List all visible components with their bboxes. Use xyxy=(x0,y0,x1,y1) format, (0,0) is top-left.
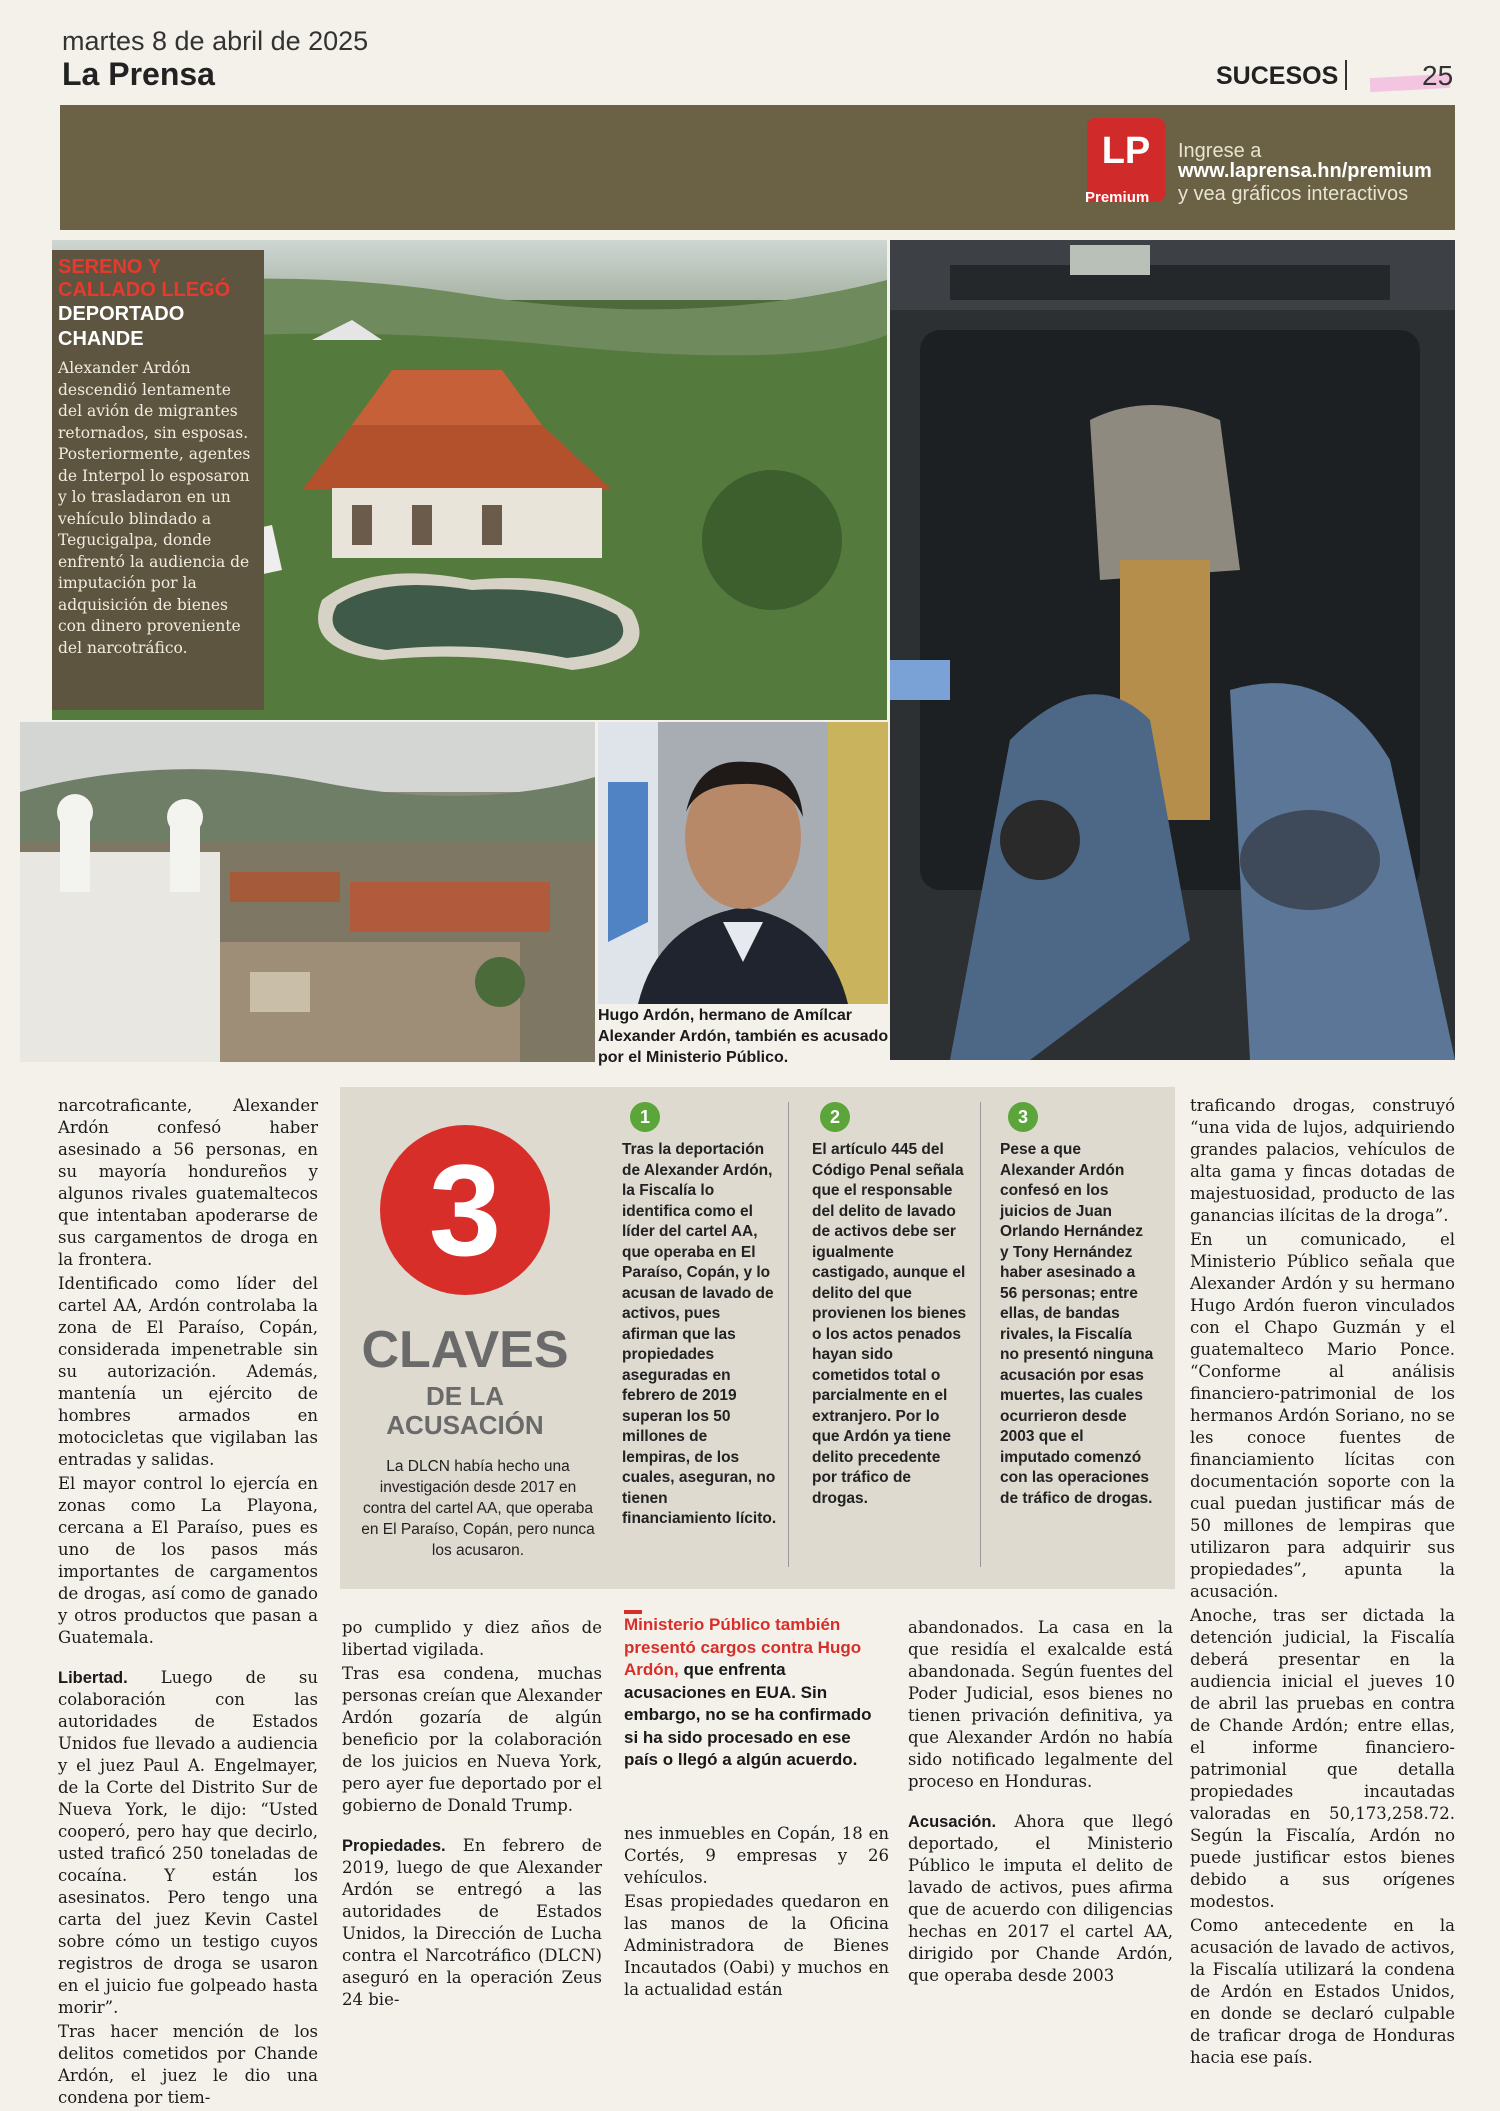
paragraph: Identificado como líder del cartel AA, Ardón controlaba la zona de El Paraíso, Copán, considerada impenetrable sin su autorización. Además, mantenía un ejército de hombres armados en motocicletas que vigilaban las entradas y salidas. xyxy=(58,1274,318,1469)
promo-line-1: Ingrese a xyxy=(1178,140,1262,162)
sidebar-kicker-1: SERENO Y xyxy=(58,256,161,278)
arrest-photo xyxy=(890,240,1455,1060)
claves-intro: La DLCN había hecho una investigación desde 2017 en contra del cartel AA, que operaba en El Paraíso, Copán, pero nunca los acusaron. xyxy=(361,1458,595,1559)
town-aerial-photo xyxy=(20,722,595,1062)
pullquote-red: Ministerio Público también presentó cargos contra Hugo Ardón, xyxy=(624,1615,862,1679)
clave-item-3 xyxy=(1000,1102,1155,1509)
paragraph: Tras esa condena, muchas personas creían que Alexander Ardón gozaría de algún beneficio por la colaboración de los juicios en Nueva York, pero ayer fue deportado por el gobierno de Donald Trump. xyxy=(342,1664,602,1815)
photo-caption xyxy=(598,1005,894,1068)
paragraph: Anoche, tras ser dictada la detención judicial, la Fiscalía deberá presentar en la audiencia inicial el jueves 10 de abril las pruebas en contra de Chande Ardón; entre ellas, el informe financiero-patrimonial que detalla propiedades incautadas valoradas en 50,173,258.72. Según la Fiscalía, Ardón no puede justificar estos bienes debido a sus orígenes modestos. xyxy=(1190,1606,1455,1911)
publication-date: martes 8 de abril de 2025 xyxy=(62,26,369,56)
clave-item-1 xyxy=(622,1102,777,1530)
clave-number-badge: 2 xyxy=(820,1102,850,1132)
paragraph: Esas propiedades quedaron en las manos de la Oficina Administradora de Bienes Incautados (Oabi) y muchos en la actualidad están xyxy=(624,1892,889,1999)
paragraph: En un comunicado, el Ministerio Público señala que Alexander Ardón y su hermano Hugo Ardón fueron vinculados con el Chapo Guzmán y el guatemalteco Mario Ponce. “Conforme al análisis financiero-patrimonial de los hermanos Ardón Soriano, no se les conoce fuentes de financiamiento lícitas con documentación soporte con la cual puedan justificar más de 50 millones de lempiras que utilizaron para adquirir sus propiedades”, apunta la acusación. xyxy=(1190,1230,1455,1601)
sidebar-text: Alexander Ardón descendió lentamente del avión de migrantes retornados, sin esposas. Posteriormente, agentes de Interpol lo esposaron y lo trasladaron en un vehículo blindado a Tegucigalpa, donde enfrentó la audiencia de imputación por la adquisición de bienes con dinero proveniente del narcotráfico. xyxy=(58,359,251,657)
sidebar-kicker-2: CALLADO LLEGÓ xyxy=(58,279,231,301)
paragraph-text: Luego de su colaboración con las autoridades de Estados Unidos fue llevado a audiencia y el juez Paul A. Engelmayer, de la Corte del Distrito Sur de Nueva York, le dijo: “Usted cooperó, pero hay que decirlo, usted traficó 250 toneladas de cocaína. Y están los asesinatos. Pero tengo una carta del juez Kevin Castel sobre cómo un testigo cuyos registros de droga se usaron en el juicio fue golpeado hasta morir”. xyxy=(58,1668,318,2017)
sidebar-title xyxy=(58,302,258,352)
paragraph: po cumplido y diez años de libertad vigilada. xyxy=(342,1618,602,1659)
paragraph: traficando drogas, construyó “una vida de lujos, adquiriendo grandes palacios, vehículos de alta gama y fincas dotadas de majestuosidad, producto de las ganancias ilícitas de la droga”. xyxy=(1190,1096,1455,1225)
paragraph: nes inmuebles en Copán, 18 en Cortés, 9 empresas y 26 vehículos. xyxy=(624,1824,889,1887)
claves-subtitle-2: ACUSACIÓN xyxy=(386,1410,544,1440)
newspaper-name: La Prensa xyxy=(62,56,215,92)
lp-logo-icon: LP xyxy=(1087,118,1165,202)
article-column-1 xyxy=(58,1095,318,2111)
article-column-4 xyxy=(908,1617,1173,1989)
header-divider xyxy=(1345,60,1347,90)
clave-number-badge: 3 xyxy=(1008,1102,1038,1132)
caption-name: Hugo Ardón, xyxy=(598,1007,695,1024)
clave-item-2 xyxy=(812,1102,967,1509)
clave-text: Pese a que Alexander Ardón confesó en los juicios de Juan Orlando Hernández y Tony Hernández haber asesinado a 56 personas; entre ellas, de bandas rivales, la Fiscalía no presentó ninguna acusación por esas muertes, las cuales ocurrieron desde 2003 que el imputado comenzó con las operaciones de tráfico de drogas. xyxy=(1000,1141,1154,1507)
paragraph xyxy=(342,1835,602,2011)
pullquote xyxy=(624,1614,884,1772)
paragraph: El mayor control lo ejercía en zonas como La Playona, cercana a El Paraíso, pues es uno de los pasos más importantes de cargamentos de drogas, así como de ganado y otros productos que pasan a Guatemala. xyxy=(58,1474,318,1647)
subhead-acusacion: Acusación. xyxy=(908,1813,997,1831)
paragraph: Como antecedente en la acusación de lavado de activos, la Fiscalía utilizará la condena de Ardón en Estados Unidos, en donde se declaró culpable de traficar droga de Honduras hacia ese país. xyxy=(1190,1916,1455,2067)
clave-number-badge: 1 xyxy=(630,1102,660,1132)
sidebar-title-2: CHANDE xyxy=(58,328,144,350)
clave-divider xyxy=(788,1102,789,1567)
claves-number-badge: 3 xyxy=(380,1125,550,1295)
paragraph-text: En febrero de 2019, luego de que Alexander Ardón se entregó a las autoridades de Estados Unidos, la Dirección de Lucha contra el Narcotráfico (DLCN) aseguró en la operación Zeus 24 bie- xyxy=(342,1836,602,2009)
clave-text: El artículo 445 del Código Penal señala que el responsable del delito de lavado de activos debe ser igualmente castigado, aunque el delito del que provienen los bienes o los actos penados hayan sido cometidos total o parcialmente en el extranjero. Por lo que Ardón ya tiene delito precedente por tráfico de drogas. xyxy=(812,1141,967,1507)
sidebar-title-1: DEPORTADO xyxy=(58,303,185,325)
article-column-3 xyxy=(624,1823,889,2003)
section-name: SUCESOS xyxy=(1216,62,1339,90)
claves-subtitle-1: DE LA xyxy=(426,1381,504,1411)
lp-logo-sub: Premium xyxy=(1085,189,1150,206)
caption-text: hermano de Amílcar Alexander Ardón, también es acusado por el Ministerio Público. xyxy=(598,1007,889,1066)
promo-line-3: y vea gráficos interactivos xyxy=(1178,183,1409,205)
page-number: 25 xyxy=(1422,60,1454,91)
clave-text: Tras la deportación de Alexander Ardón, la Fiscalía lo identifica como el líder del cartel AA, que operaba en El Paraíso, Copán, y lo acusan de lavado de activos, pues afirman que las propiedades aseguradas en febrero de 2019 superan los 50 millones de lempiras, de los cuales, aseguran, no tienen financiamiento lícito. xyxy=(622,1141,777,1527)
article-column-5 xyxy=(1190,1095,1455,2071)
paragraph-text: Ahora que llegó deportado, el Ministerio Público le imputa el delito de lavado de activos, pues afirma que de acuerdo con diligencias hechas en 2017 el cartel AA, dirigido por Chande Ardón, que operaba desde 2003 xyxy=(908,1812,1174,1985)
claves-title: CLAVES xyxy=(361,1321,569,1379)
subhead-propiedades: Propiedades. xyxy=(342,1837,446,1855)
paragraph: abandonados. La casa en la que residía el exalcalde está abandonada. Según fuentes del Poder Judicial, esos bienes no tienen privación definitiva, ya que Alexander Ardón no había sido notificado legalmente del proceso en Honduras. xyxy=(908,1618,1173,1791)
clave-divider xyxy=(980,1102,981,1567)
pullquote-text: que enfrenta acusaciones en EUA. Sin embargo, no se ha confirmado si ha sido procesado en ese país o llegó a algún acuerdo. xyxy=(624,1660,872,1769)
paragraph xyxy=(58,1667,318,2019)
sidebar-box xyxy=(52,250,264,710)
paragraph: Tras hacer mención de los delitos cometidos por Chande Ardón, el juez le dio una condena por tiem- xyxy=(58,2022,318,2107)
promo-url[interactable]: www.laprensa.hn/premium xyxy=(1178,160,1432,182)
article-column-2 xyxy=(342,1617,602,2013)
hugo-ardon-portrait-photo xyxy=(598,722,888,1004)
subhead-libertad: Libertad. xyxy=(58,1669,128,1687)
paragraph xyxy=(908,1811,1173,1987)
paragraph: narcotraficante, Alexander Ardón confesó haber asesinado a 56 personas, en su mayoría hondureños y algunos rivales guatemaltecos que intentaban apoderarse de sus cargamentos de droga en la frontera. xyxy=(58,1096,318,1269)
